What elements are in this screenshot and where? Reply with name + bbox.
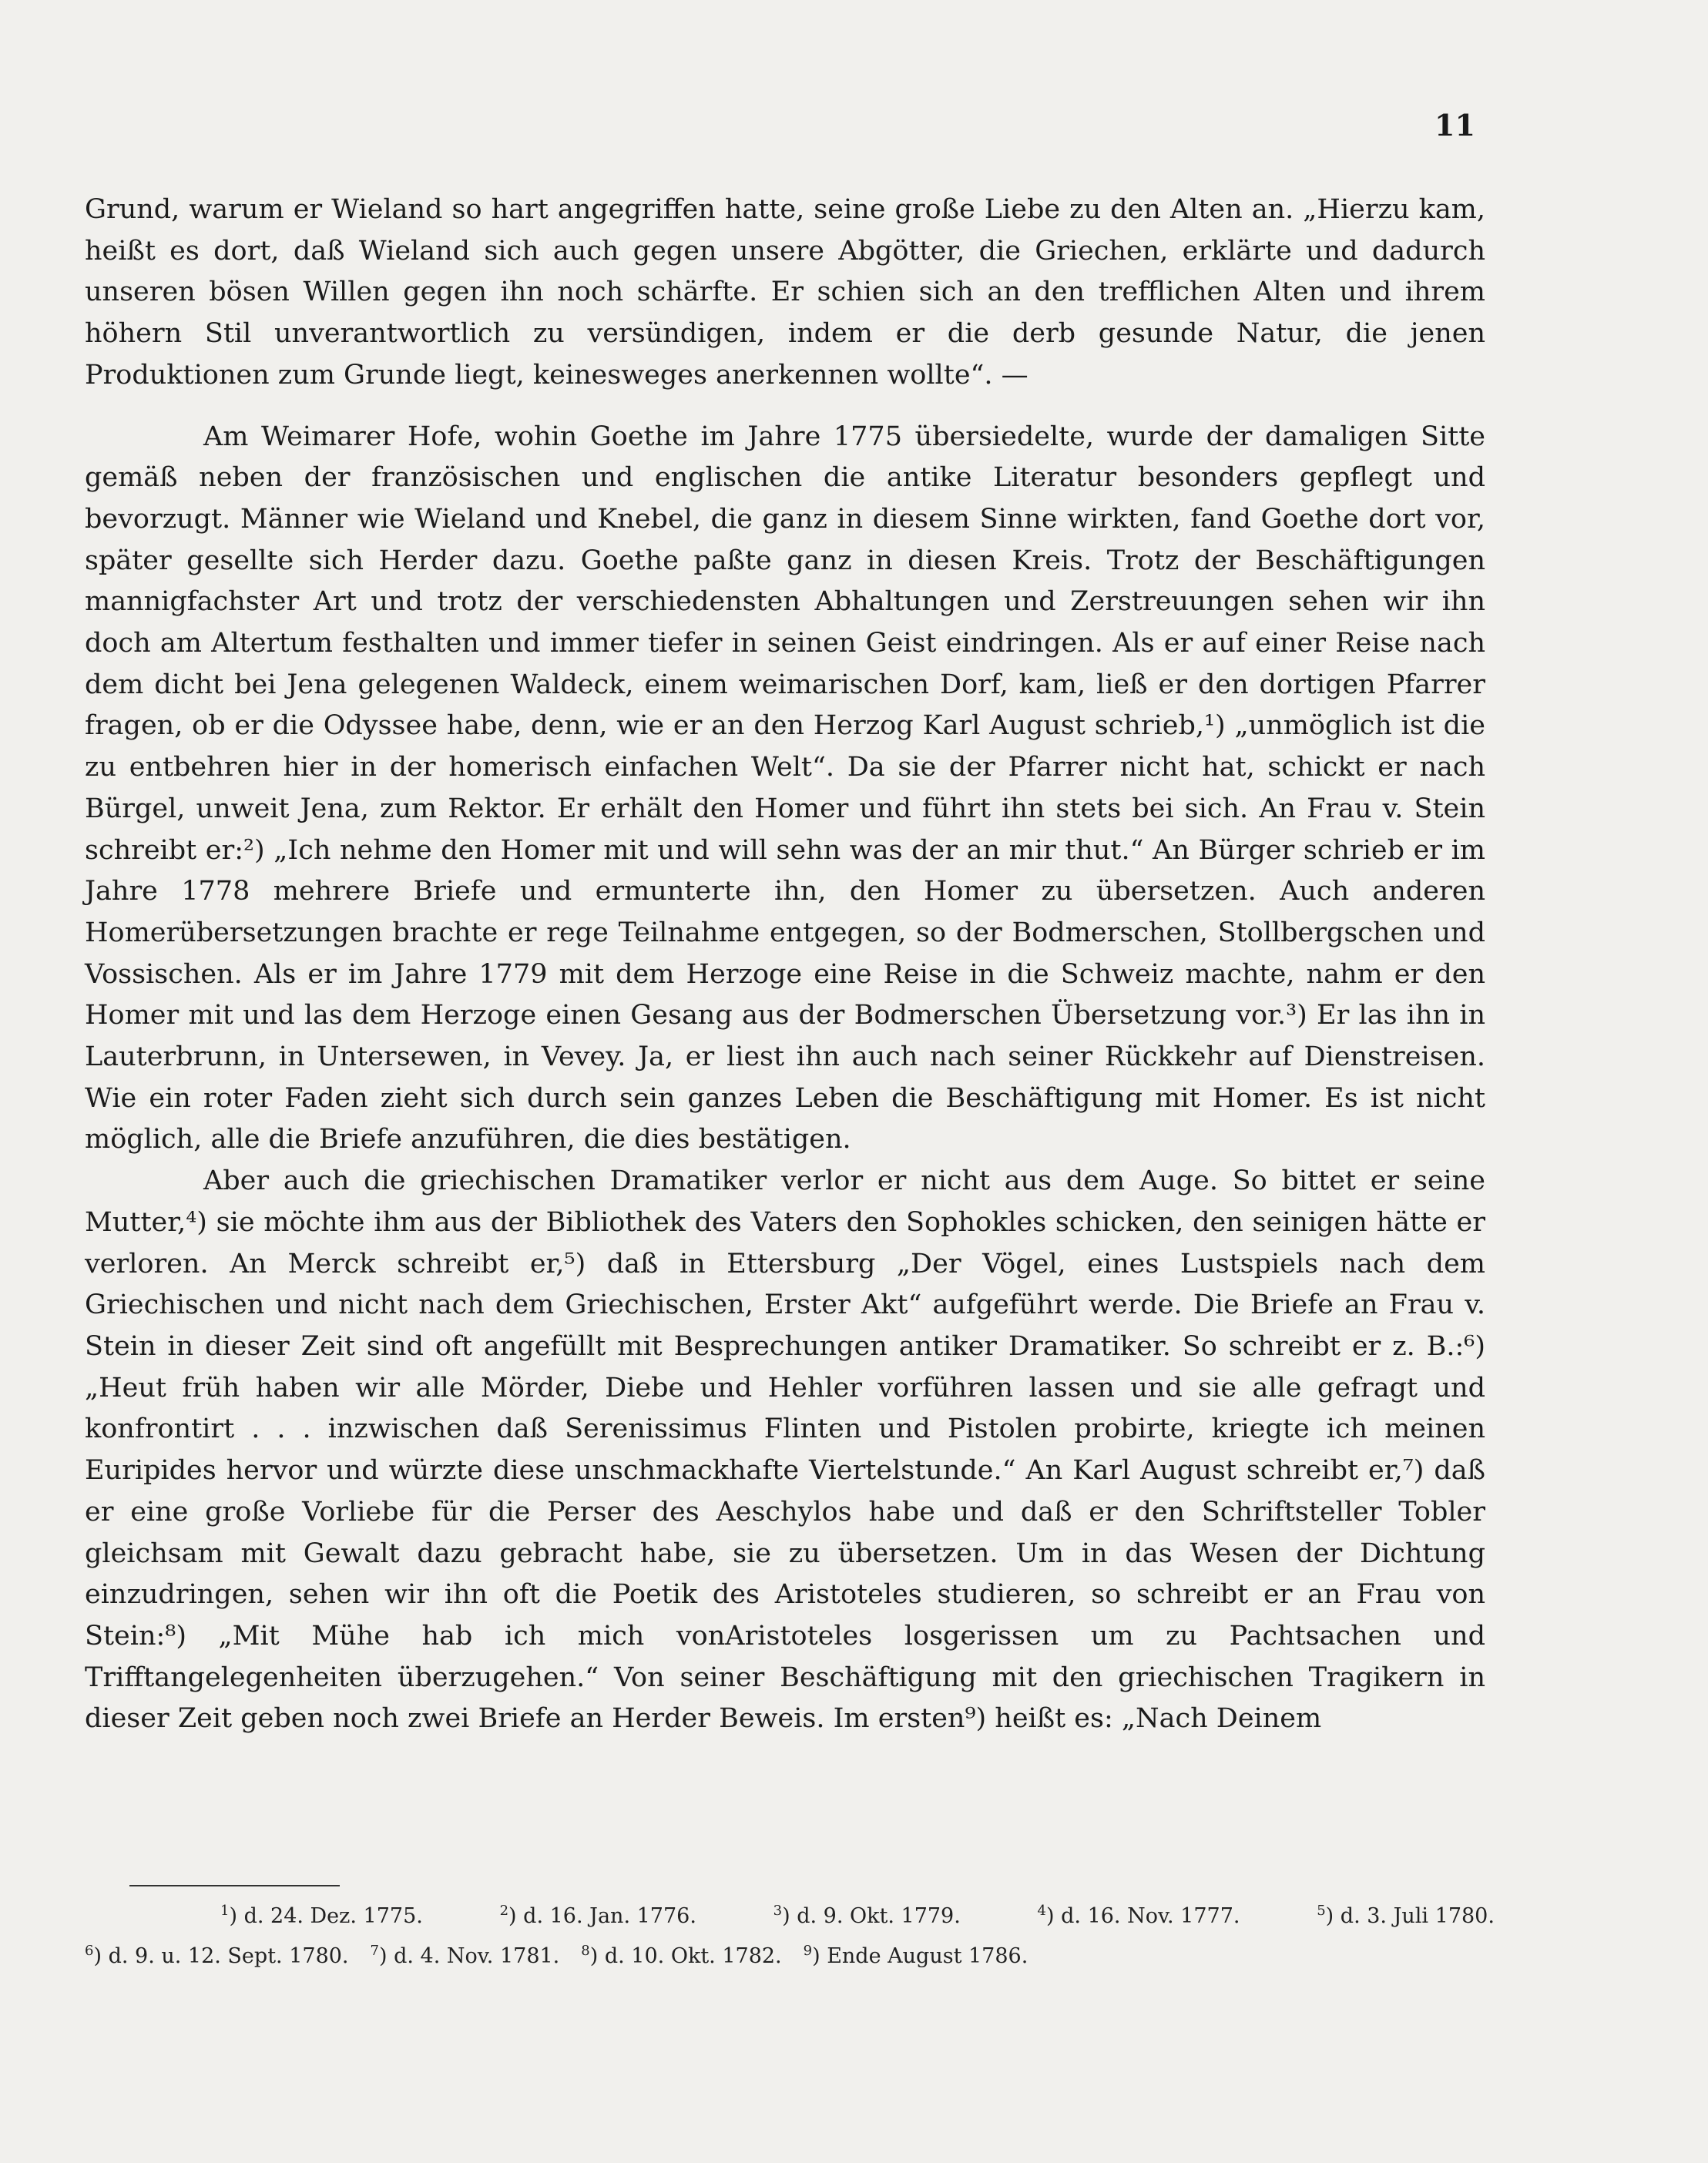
footnote-5: $^5$) d. 3. Juli 1780. <box>1317 1903 1495 1928</box>
footnote-line <box>85 1893 1495 1933</box>
footnote-3: $^3$) d. 9. Okt. 1779. <box>773 1903 961 1928</box>
paragraph: Am Weimarer Hofe, wohin Goethe im Jahre 1775 übersiedelte, wurde der damaligen Sitte gemäß neben der französischen und englischen die antike Literatur besonders gepflegt und bevorzugt. Männer wie Wieland und Knebel, die ganz in diesem Sinne wirkten, fand Goethe dort vor, später gesellte sich Herder dazu. Goethe paßte ganz in diesen Kreis. Trotz der Beschäftigungen mannigfachster Art und trotz der verschiedensten Abhaltungen und Zerstreuungen sehen wir ihn doch am Altertum festhalten und immer tiefer in seinen Geist eindringen. Als er auf einer Reise nach dem dicht bei Jena gelegenen Waldeck, einem weimarischen Dorf, kam, ließ er den dortigen Pfarrer fragen, ob er die Odyssee habe, denn, wie er an den Herzog Karl August schrieb,¹) „unmöglich ist die zu entbehren hier in der homerisch einfachen Welt“. Da sie der Pfarrer nicht hat, schickt er nach Bürgel, unweit Jena, zum Rektor. Er erhält den Homer und führt ihn stets bei sich. An Frau v. Stein schreibt er:²) „Ich nehme den Homer mit und will sehn was der an mir thut.“ An Bürger schrieb er im Jahre 1778 mehrere Briefe und ermunterte ihn, den Homer zu übersetzen. Auch anderen Homerübersetzungen brachte er rege Teilnahme entgegen, so der Bodmerschen, Stollbergschen und Vossischen. Als er im Jahre 1779 mit dem Herzoge eine Reise in die Schweiz machte, nahm er den Homer mit und las dem Herzoge einen Gesang aus der Bodmerschen Übersetzung vor.³) Er las ihn in Lauterbrunn, in Untersewen, in Vevey. Ja, er liest ihn auch nach seiner Rückkehr auf Dienstreisen. Wie ein roter Faden zieht sich durch sein ganzes Leben die Beschäftigung mit Homer. Es ist nicht möglich, alle die Briefe anzuführen, die dies bestätigen. <box>85 421 1485 1155</box>
page-number: 11 <box>1435 108 1475 143</box>
footnote-7: $^7$) d. 4. Nov. 1781. <box>370 1943 560 1968</box>
footnote-4: $^4$) d. 16. Nov. 1777. <box>1037 1903 1240 1928</box>
body-text <box>85 189 1485 1740</box>
footnote-line <box>85 1933 1495 1974</box>
footnote-9: $^9$) Ende August 1786. <box>803 1943 1028 1968</box>
footnote-divider <box>129 1885 340 1886</box>
footnote-2: $^2$) d. 16. Jan. 1776. <box>499 1903 696 1928</box>
footnote-6: $^6$) d. 9. u. 12. Sept. 1780. <box>85 1943 349 1968</box>
paragraph: Grund, warum er Wieland so hart angegriffen hatte, seine große Liebe zu den Alten an. „Hierzu kam, heißt es dort, daß Wieland sich auch gegen unsere Abgötter, die Griechen, erklärte und dadurch unseren bösen Willen gegen ihn noch schärfte. Er schien sich an den trefflichen Alten und ihrem höhern Stil unverantwortlich zu versündigen, indem er die derb gesunde Natur, die jenen Produktionen zum Grunde liegt, keinesweges anerkennen wollte“. — <box>85 194 1485 391</box>
footnote-8: $^8$) d. 10. Okt. 1782. <box>581 1943 782 1968</box>
footnotes <box>85 1893 1495 1974</box>
paragraph: Aber auch die griechischen Dramatiker verlor er nicht aus dem Auge. So bittet er seine Mutter,⁴) sie möchte ihm aus der Bibliothek des Vaters den Sophokles schicken, den seinigen hätte er verloren. An Merck schreibt er,⁵) daß in Ettersburg „Der Vögel, eines Lustspiels nach dem Griechischen und nicht nach dem Griechischen, Erster Akt“ aufgeführt werde. Die Briefe an Frau v. Stein in dieser Zeit sind oft angefüllt mit Besprechungen antiker Dramatiker. So schreibt er z. B.:⁶) „Heut früh haben wir alle Mörder, Diebe und Hehler vorführen lassen und sie alle gefragt und konfrontirt . . . inzwischen daß Serenissimus Flinten und Pistolen probirte, kriegte ich meinen Euripides hervor und würzte diese unschmackhafte Viertelstunde.“ An Karl August schreibt er,⁷) daß er eine große Vorliebe für die Perser des Aeschylos habe und daß er den Schriftsteller Tobler gleichsam mit Gewalt dazu gebracht habe, sie zu übersetzen. Um in das Wesen der Dichtung einzudringen, sehen wir ihn oft die Poetik des Aristoteles studieren, so schreibt er an Frau von Stein:⁸) „Mit Mühe hab ich mich vonAristoteles losgerissen um zu Pachtsachen und Trifftangelegenheiten überzugehen.“ Von seiner Beschäftigung mit den griechischen Tragikern in dieser Zeit geben noch zwei Briefe an Herder Beweis. Im ersten⁹) heißt es: „Nach Deinem <box>85 1165 1485 1735</box>
footnote-1: $^1$) d. 24. Dez. 1775. <box>220 1903 423 1928</box>
